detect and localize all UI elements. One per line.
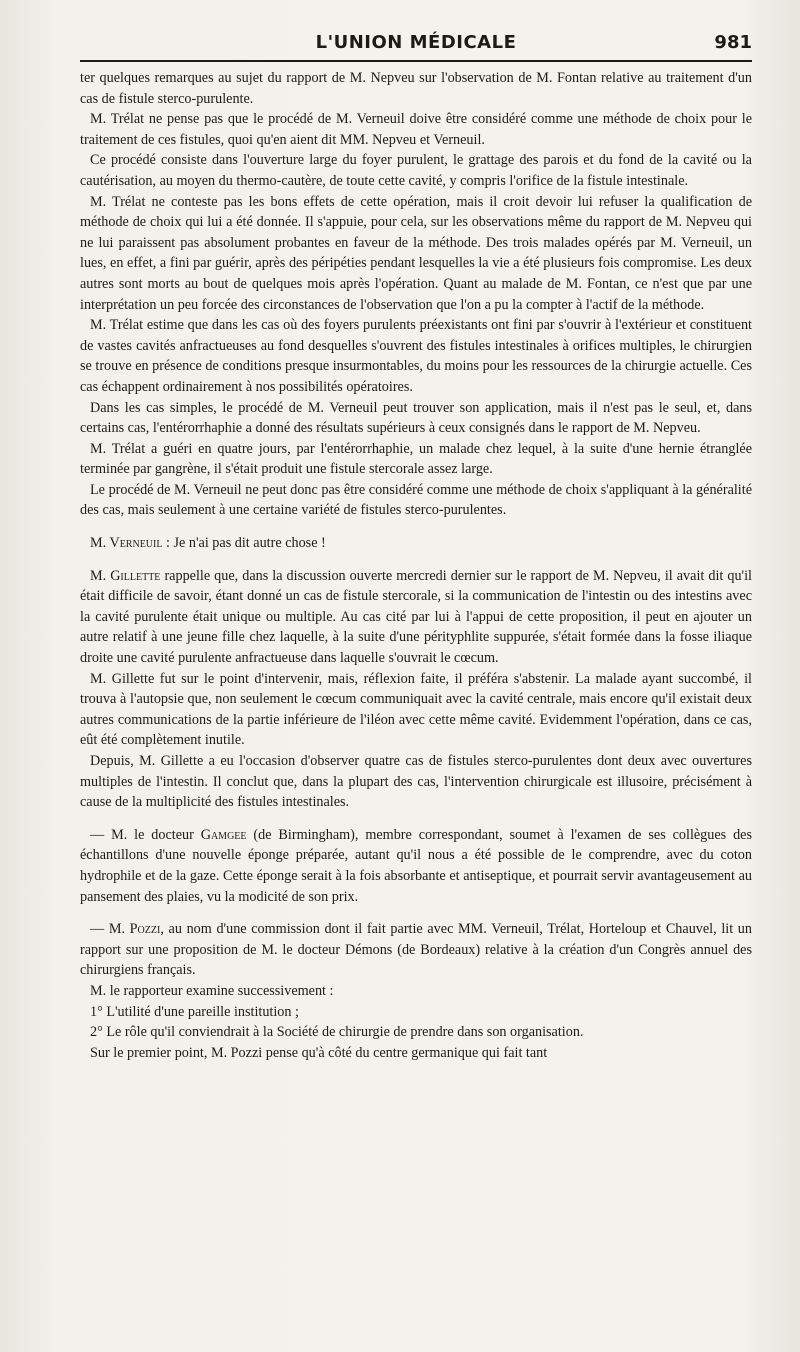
paragraph: Le procédé de M. Verneuil ne peut donc pas être considéré comme une méthode de choix s'appliquant à la généralité des cas, mais seulement à une certaine variété de fistules sterco-purulentes. [80, 481, 752, 519]
paragraph-text: (de Birmingham), membre correspondant, soumet à l'examen de ses collègues des échantillons d'une nouvelle éponge préparée, autant qu'il nous a été possible de le comprendre, avec du coton hydrophile et de la gaze. Cette éponge serait à la fois absorbante et antiseptique, et pourrait servir avantageusement au pansement des plaies, vu la modicité de son prix. [80, 826, 752, 905]
paragraph: M. Trélat ne pense pas que le procédé de M. Verneuil doive être considéré comme une méthode de choix pour le traitement de ces fistules, quoi qu'en aient dit MM. Nepveu et Verneuil. [80, 111, 752, 148]
page-number: 981 [714, 32, 752, 53]
speaker-name: M. Verneuil [90, 535, 163, 552]
paragraph: M. Trélat estime que dans les cas où des foyers purulents préexistants ont fini par s'ouvrir à l'extérieur et constituent de vastes cavités anfractueuses au fond desquelles s'ouvrent des fistules intestinales à orifices multiples, le chirurgien se trouve en présence de conditions presque insurmontables, du moins pour les ressources de la chirurgie actuelle. Ces cas échappent ordinairement à nos possibilités opératoires. [80, 317, 752, 395]
verneuil-remark [80, 533, 752, 554]
paragraph-text: , au nom d'une commission dont il fait partie avec MM. Verneuil, Trélat, Horteloup et Chauvel, lit un rapport sur une proposition de M. le docteur Démons (de Bordeaux) relative à la création d'un Congrès annuel des chirurgiens français. [80, 921, 752, 979]
paragraph: Ce procédé consiste dans l'ouverture large du foyer purulent, le grattage des parois et du fond de la cavité ou la cautérisation, au moyen du thermo-cautère, de toute cette cavité, y compris l'orifice de la fistule intestinale. [80, 152, 752, 189]
running-title: L'UNION MÉDICALE [315, 32, 517, 53]
lead-text: — M. le docteur [90, 826, 201, 843]
gamgee-paragraph [80, 825, 752, 907]
paragraph: Dans les cas simples, le procédé de M. Verneuil peut trouver son application, mais il n'est pas le seul, et, dans certains cas, l'entérorrhaphie a donné des résultats supérieurs à ceux consignés dans le rapport de M. Nepveu. [80, 399, 752, 437]
paragraph: M. le rapporteur examine successivement : [90, 982, 334, 999]
lead-text: — M. [90, 921, 130, 938]
paragraph: M. Gillette fut sur le point d'intervenir, mais, réflexion faite, il préféra s'abstenir. La malade ayant succombé, il trouva à l'autopsie que, non seulement le cœcum communiquait avec la cavité centrale, mais encore qu'il existait deux autres communications de la partie inférieure de l'iléon avec cette même cavité. Evidemment l'opération, dans ce cas, eût été complètement inutile. [80, 670, 752, 749]
paragraph: Depuis, M. Gillette a eu l'occasion d'observer quatre cas de fistules sterco-purulentes dont deux avec ouvertures multiples de l'intestin. Il conclut que, dans la plupart des cas, l'intervention chirurgicale est illusoire, précisément à cause de la multiplicité des fistules intestinales. [80, 753, 752, 811]
paragraph: ter quelques remarques au sujet du rapport de M. Nepveu sur l'observation de M. Fontan relative au traitement d'un cas de fistule sterco-purulente. [80, 70, 752, 107]
list-item: 1° L'utilité d'une pareille institution ; [90, 1003, 299, 1020]
paragraph: M. Trélat a guéri en quatre jours, par l'entérorrhaphie, un malade chez lequel, à la suite d'une hernie étranglée terminée par gangrène, il s'était produit une fistule stercorale assez large. [80, 440, 752, 478]
list-item: 2° Le rôle qu'il conviendrait à la Société de chirurgie de prendre dans son organisation. [90, 1024, 584, 1041]
article-body [80, 68, 752, 1063]
pozzi-paragraph [80, 919, 752, 981]
speaker-name: Gamgee [200, 826, 247, 843]
speaker-name: M. Gillette [90, 567, 161, 584]
gillette-paragraph [80, 566, 752, 669]
paragraph: M. Trélat ne conteste pas les bons effets de cette opération, mais il croit devoir lui refuser la qualification de méthode de choix qui lui a été donnée. Il s'appuie, pour cela, sur les observations même du rapport de M. Nepveu qui ne lui paraissent pas absolument probantes en faveur de la méthode. Des trois malades opérés par M. Verneuil, un lues, en effet, a fini par guérir, après des péripéties pendant lesquelles la vie a été plusieurs fois compromise. Les deux autres sont morts au bout de quelques mois après l'opération. Quant au malade de M. Fontan, ce n'est que par une interprétation un peu forcée des circonstances de l'observation que l'on a pu la compter à l'actif de la méthode. [80, 193, 752, 313]
page-header [80, 28, 752, 62]
speaker-name: Pozzi [129, 921, 161, 938]
remark-text: : Je n'ai pas dit autre chose ! [162, 535, 326, 552]
paragraph: Sur le premier point, M. Pozzi pense qu'à côté du centre germanique qui fait tant [90, 1044, 548, 1061]
paragraph-text: rappelle que, dans la discussion ouverte mercredi dernier sur le rapport de M. Nepveu, il avait dit qu'il était difficile de savoir, étant donné un cas de fistule stercorale, si la communication de l'intestin ou des intestins avec la cavité purulente était unique ou multiple. Au cas cité par lui à l'appui de cette proposition, il peut en ajouter un autre relatif à une jeune fille chez laquelle, à la suite d'une pérityphlite suppurée, s'était formée dans la fosse iliaque droite une cavité purulente anfractueuse dans laquelle s'ouvrait le cœcum. [80, 567, 752, 667]
